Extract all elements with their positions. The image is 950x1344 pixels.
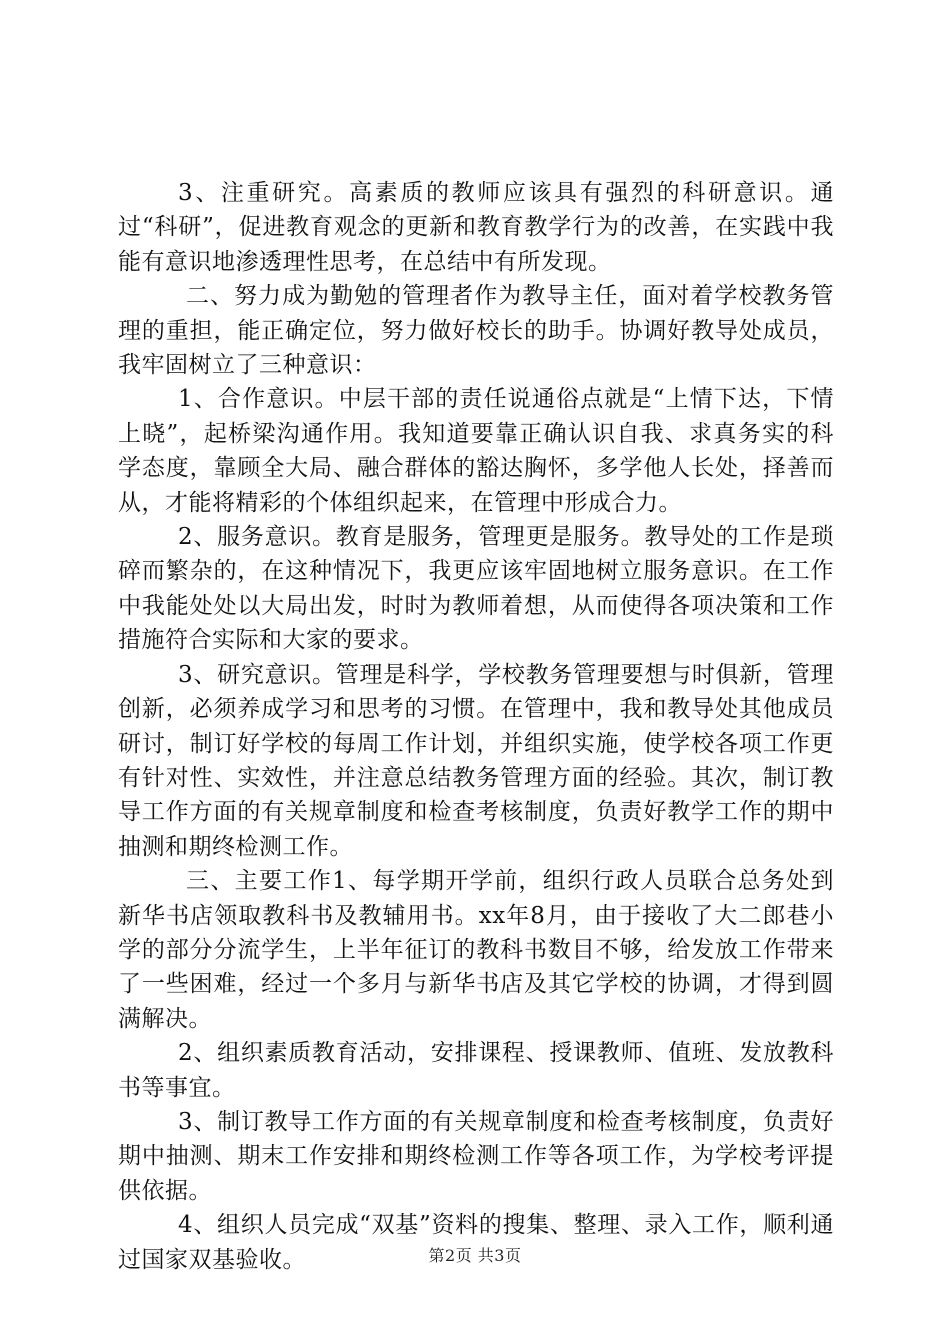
document-body	[118, 176, 834, 1277]
paragraph-research: 3、注重研究。高素质的教师应该具有强烈的科研意识。通过“科研”，促进教育观念的更新和教育教学行为的改善，在实践中我能有意识地渗透理性思考，在总结中有所发现。	[118, 180, 834, 275]
paragraph-research-awareness: 3、研究意识。管理是科学，学校教务管理要想与时俱新，管理创新，必须养成学习和思考的习惯。在管理中，我和教导处其他成员研讨，制订好学校的每周工作计划，并组织实施，使学校各项工作更有针对性、实效性，并注意总结教务管理方面的经验。其次，制订教导工作方面的有关规章制度和检查考核制度，负责好教学工作的期中抽测和期终检测工作。	[118, 661, 834, 860]
paragraph-activities: 2、组织素质教育活动，安排课程、授课教师、值班、发放教科书等事宜。	[118, 1040, 834, 1101]
paragraph-service: 2、服务意识。教育是服务，管理更是服务。教导处的工作是琐碎而繁杂的，在这种情况下，我更应该牢固地树立服务意识。在工作中我能处处以大局出发，时时为教师着想，从而使得各项决策和工作措施符合实际和大家的要求。	[118, 524, 834, 654]
paragraph-cooperation: 1、合作意识。中层干部的责任说通俗点就是“上情下达，下情上晓”，起桥梁沟通作用。我知道要靠正确认识自我、求真务实的科学态度，靠顾全大局、融合群体的豁达胸怀，多学他人长处，择善而从，才能将精彩的个体组织起来，在管理中形成合力。	[118, 386, 834, 516]
paragraph-regulations: 3、制订教导工作方面的有关规章制度和检查考核制度，负责好期中抽测、期末工作安排和期终检测工作等各项工作，为学校考评提供依据。	[118, 1108, 834, 1204]
page-footer: 第2页 共3页	[428, 1246, 522, 1265]
paragraph-section-two: 二、努力成为勤勉的管理者作为教导主任，面对着学校教务管理的重担，能正确定位，努力做好校长的助手。协调好教导处成员，我牢固树立了三种意识：	[118, 283, 834, 379]
paragraph-double-basics: 4、组织人员完成“双基”资料的搜集、整理、录入工作，顺利通过国家双基验收。	[118, 1212, 834, 1273]
paragraph-section-three: 三、主要工作1、每学期开学前，组织行政人员联合总务处到新华书店领取教科书及教辅用书。xx年8月，由于接收了大二郎巷小学的部分分流学生，上半年征订的教科书数目不够，给发放工作带来了一些困难，经过一个多月与新华书店及其它学校的协调，才得到圆满解决。	[118, 868, 834, 1032]
